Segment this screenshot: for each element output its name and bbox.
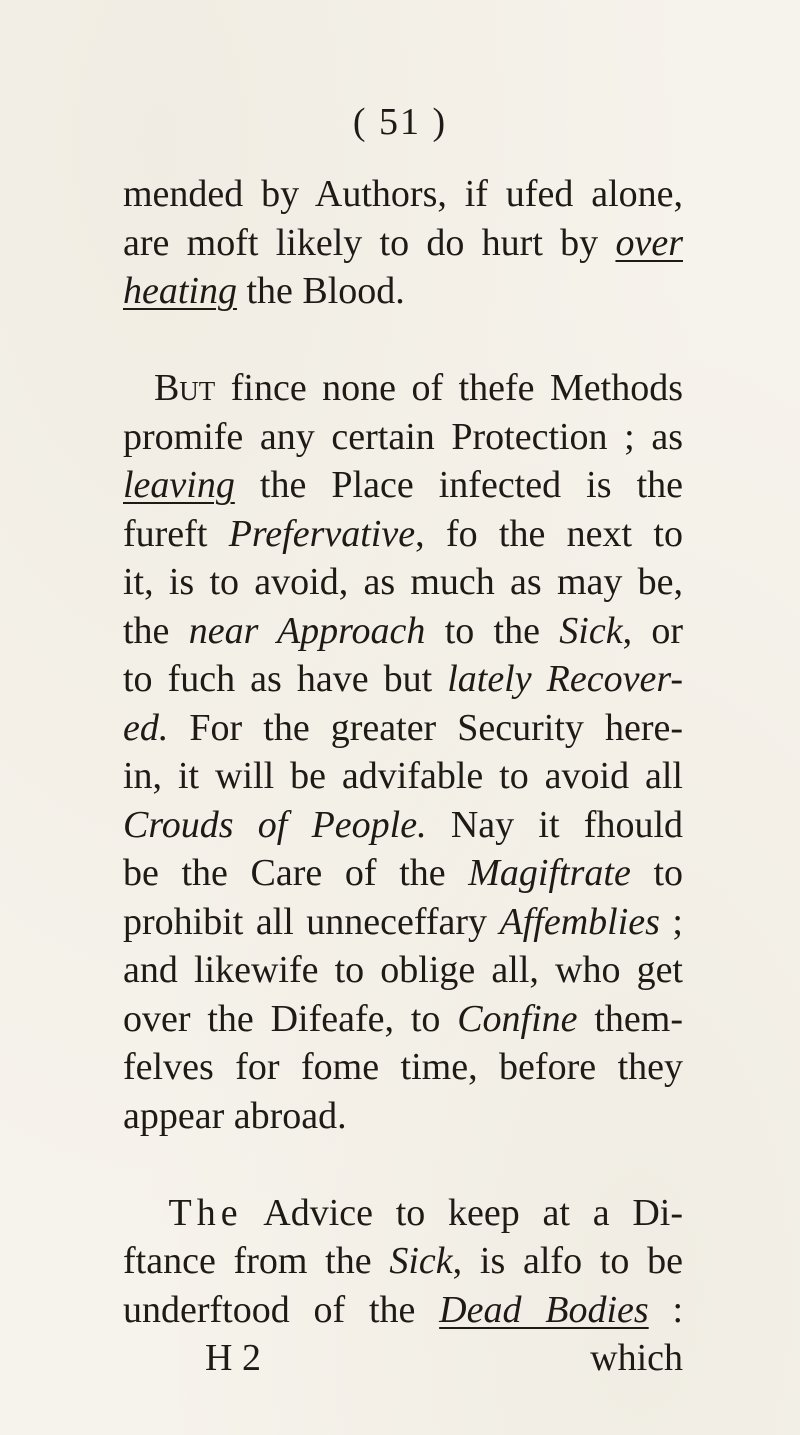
text-line: Crouds of People. Nay it fhould: [123, 803, 683, 846]
text-line: are moft likely to do hurt by over: [123, 221, 683, 264]
text-line: in, it will be advifable to avoid all: [123, 755, 683, 797]
text-line: But fince none of thefe Methods: [153, 367, 684, 409]
text-line: felves for fome time, before they: [123, 1046, 683, 1088]
text-line: mended by Authors, if ufed alone,: [123, 173, 683, 215]
text-line: be the Care of the Magiftrate to: [123, 852, 684, 894]
signature-mark: H 2: [205, 1337, 261, 1379]
text-line: ftance from the Sick, is alfo to be: [123, 1240, 683, 1282]
text-line: and likewife to oblige all, who get: [123, 949, 683, 991]
body-text: [123, 170, 683, 1383]
paragraph-gap: [123, 1140, 683, 1189]
text-line: prohibit all unneceffary Affemblies ;: [123, 900, 683, 943]
text-line: appear abroad.: [123, 1094, 347, 1137]
text-line: The Advice to keep at a Di-: [168, 1191, 683, 1234]
text-line: underftood of the Dead Bodies :: [123, 1288, 684, 1331]
text-line: the near Approach to the Sick, or: [123, 609, 683, 652]
text-line: leaving the Place infected is the: [123, 464, 683, 506]
text-line: to fuch as have but lately Recover-: [123, 658, 684, 700]
page-number: ( 51 ): [352, 101, 448, 143]
text-line: ed. For the greater Security here-: [123, 706, 683, 749]
text-line: it, is to avoid, as much as may be,: [123, 561, 683, 603]
paragraph-gap: [123, 316, 683, 365]
catchline: [123, 1334, 683, 1383]
catchword: which: [590, 1337, 683, 1379]
text-line: promife any certain Protection ; as: [123, 415, 683, 458]
text-line: over the Difeafe, to Confine them-: [123, 997, 683, 1040]
text-line: fureft Prefervative, fo the next to: [123, 512, 683, 555]
text-line: heating the Blood.: [123, 270, 405, 312]
